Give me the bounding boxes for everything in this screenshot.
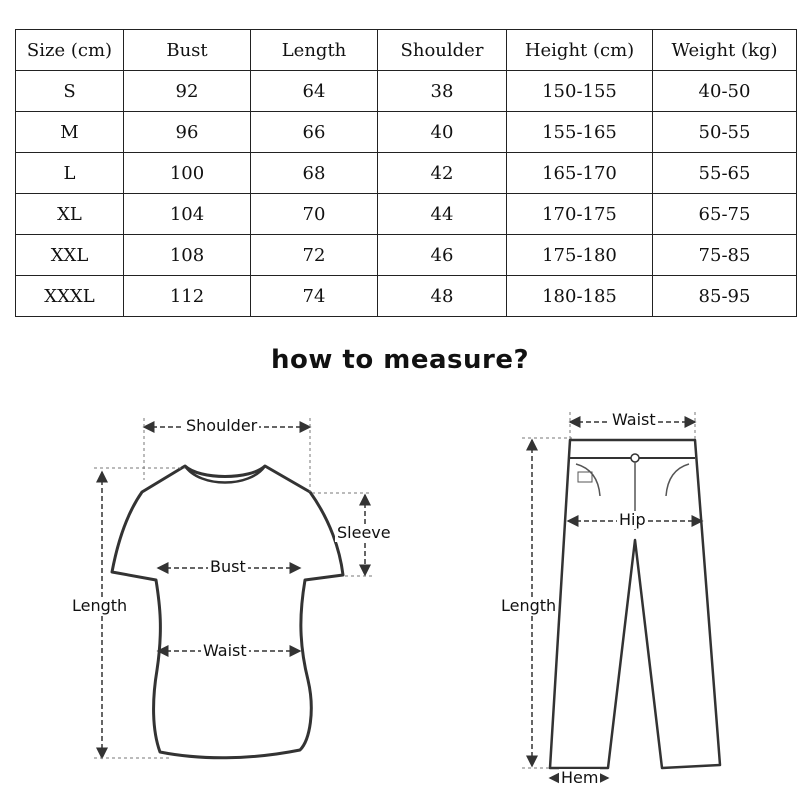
page-heading: how to measure? — [270, 345, 530, 375]
header-cell: Height (cm) — [507, 30, 653, 71]
header-cell: Weight (kg) — [653, 30, 797, 71]
table-cell: 55-65 — [653, 153, 797, 194]
shirt-diagram — [60, 400, 390, 780]
table-cell: 104 — [124, 194, 251, 235]
table-row — [16, 194, 797, 235]
table-cell: 46 — [378, 235, 507, 276]
table-cell: 165-170 — [507, 153, 653, 194]
table-cell: S — [16, 71, 124, 112]
table-cell: 112 — [124, 276, 251, 317]
shirt-length-label: Length — [72, 596, 128, 615]
table-row — [16, 276, 797, 317]
table-cell: 74 — [251, 276, 378, 317]
table-cell: 150-155 — [507, 71, 653, 112]
table-cell: 72 — [251, 235, 378, 276]
table-cell: 108 — [124, 235, 251, 276]
table-cell: 66 — [251, 112, 378, 153]
table-cell: 64 — [251, 71, 378, 112]
header-cell: Length — [251, 30, 378, 71]
table-cell: 38 — [378, 71, 507, 112]
pants-waist-label: Waist — [612, 410, 656, 429]
table-cell: 48 — [378, 276, 507, 317]
header-cell: Size (cm) — [16, 30, 124, 71]
table-cell: 40 — [378, 112, 507, 153]
shirt-bust-label: Bust — [210, 557, 246, 576]
table-cell: 65-75 — [653, 194, 797, 235]
table-cell: 155-165 — [507, 112, 653, 153]
table-cell: M — [16, 112, 124, 153]
shirt-sleeve-label: Sleeve — [337, 523, 391, 542]
table-cell: 68 — [251, 153, 378, 194]
table-cell: 85-95 — [653, 276, 797, 317]
shirt-outline — [112, 466, 343, 758]
size-chart-table — [15, 29, 797, 317]
table-cell: 92 — [124, 71, 251, 112]
table-cell: 44 — [378, 194, 507, 235]
table-cell: XXL — [16, 235, 124, 276]
pants-length-label: Length — [501, 596, 557, 615]
table-body — [16, 71, 797, 317]
table-header-row — [16, 30, 797, 71]
table-cell: 70 — [251, 194, 378, 235]
table-cell: 100 — [124, 153, 251, 194]
table-cell: 50-55 — [653, 112, 797, 153]
table-cell: XXXL — [16, 276, 124, 317]
table-cell: 75-85 — [653, 235, 797, 276]
table-row — [16, 153, 797, 194]
pants-hem-label: Hem — [561, 768, 599, 787]
table-row — [16, 235, 797, 276]
table-cell: XL — [16, 194, 124, 235]
header-cell: Bust — [124, 30, 251, 71]
pants-hip-label: Hip — [619, 510, 646, 529]
shirt-shoulder-label: Shoulder — [186, 416, 258, 435]
table-cell: 170-175 — [507, 194, 653, 235]
header-cell: Shoulder — [378, 30, 507, 71]
shirt-drawing — [60, 400, 390, 780]
pants-diagram — [490, 400, 750, 795]
table-cell: L — [16, 153, 124, 194]
table-cell: 42 — [378, 153, 507, 194]
table-cell: 96 — [124, 112, 251, 153]
table-cell: 175-180 — [507, 235, 653, 276]
table-row — [16, 112, 797, 153]
table-row — [16, 71, 797, 112]
shirt-waist-label: Waist — [203, 641, 247, 660]
table-cell: 180-185 — [507, 276, 653, 317]
table-cell: 40-50 — [653, 71, 797, 112]
